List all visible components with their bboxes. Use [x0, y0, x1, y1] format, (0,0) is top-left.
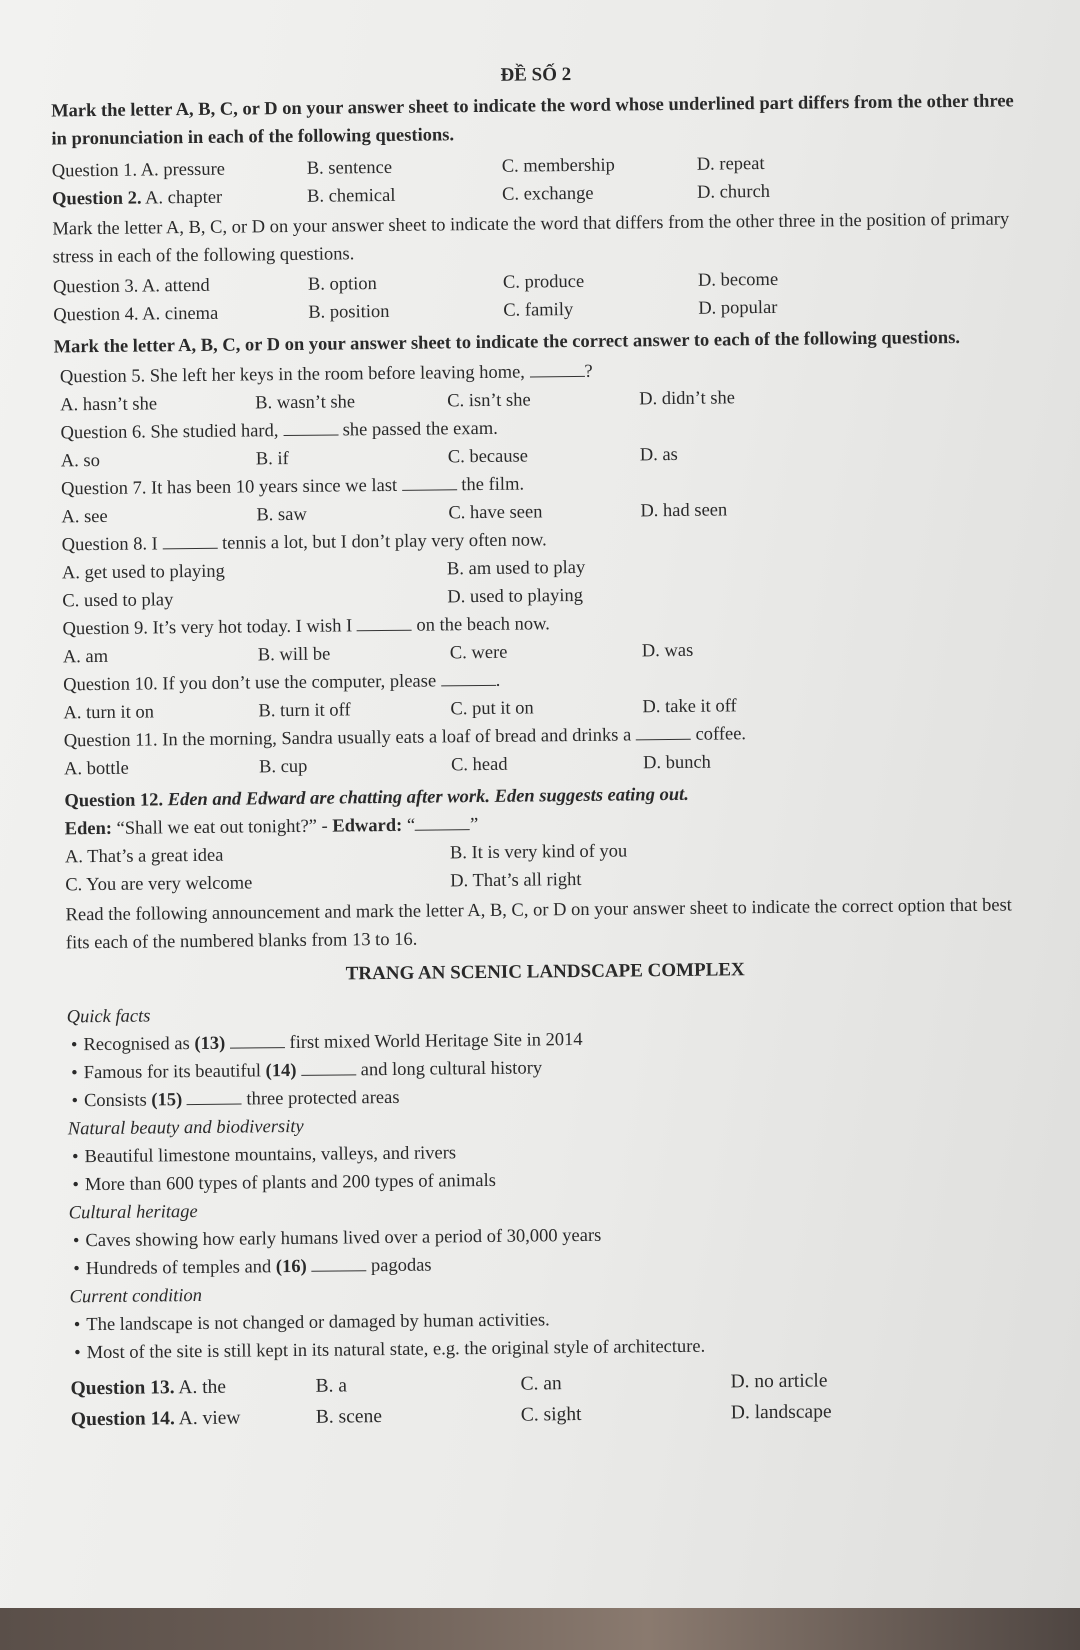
answer-blank[interactable]	[162, 532, 217, 550]
question-4-option-a[interactable]: Question 4. A. cinema	[53, 303, 219, 326]
bullet-item: • Hundreds of temples and (16) pagodas	[63, 1245, 1033, 1283]
question-8-option-c[interactable]: C. used to play	[62, 590, 174, 612]
question-2-option-d[interactable]: D. church	[696, 181, 771, 203]
question-14-label: Question 14.	[70, 1408, 175, 1431]
question-14-option-d[interactable]: D. landscape	[730, 1401, 832, 1424]
question-7-stem: Question 7. It has been 10 years since we last the film.	[61, 474, 525, 500]
bullet-item: • Consists (15) three protected areas	[61, 1077, 1031, 1115]
question-6-option-d[interactable]: D. as	[639, 444, 678, 466]
question-11-option-d[interactable]: D. bunch	[642, 752, 711, 774]
question-11-stem: Question 11. In the morning, Sandra usually eats a loaf of bread and drinks a coffee.	[63, 724, 747, 752]
announcement-heading: TRANG AN SCENIC LANDSCAPE COMPLEX	[345, 959, 745, 985]
question-11-option-a[interactable]: A. bottle	[63, 758, 129, 780]
question-10-option-b[interactable]: B. turn it off	[258, 700, 351, 722]
question-3-option-b[interactable]: B. option	[307, 274, 377, 295]
background-edge	[0, 1608, 1080, 1650]
question-12-label: Question 12.	[64, 790, 164, 812]
answer-blank[interactable]	[441, 669, 496, 687]
question-5-option-d[interactable]: D. didn’t she	[639, 388, 736, 410]
section-natural-beauty: Natural beauty and biodiversity	[67, 1116, 304, 1140]
question-8-option-a[interactable]: A. get used to playing	[61, 561, 225, 584]
question-5-option-c[interactable]: C. isn’t she	[447, 390, 531, 412]
question-10-option-c[interactable]: C. put it on	[450, 698, 534, 720]
answer-blank[interactable]	[357, 614, 412, 632]
question-2-label: Question 2.	[51, 188, 142, 210]
question-2-option-a[interactable]: A. chapter	[141, 187, 223, 209]
question-5-stem: Question 5. She left her keys in the room before leaving home, ?	[59, 361, 593, 388]
question-5-option-a[interactable]: A. hasn’t she	[60, 394, 158, 416]
answer-blank[interactable]	[311, 1254, 366, 1272]
bullet-item: • Beautiful limestone mountains, valleys, and rivers	[62, 1133, 1032, 1171]
question-8-option-b[interactable]: B. am used to play	[446, 557, 586, 580]
question-9-stem: Question 9. It’s very hot today. I wish I on the beach now.	[62, 614, 550, 640]
answer-blank[interactable]	[415, 813, 470, 831]
answer-blank[interactable]	[636, 723, 691, 741]
question-3-option-d[interactable]: D. become	[697, 269, 779, 291]
question-2-option-c[interactable]: C. exchange	[501, 183, 594, 205]
question-13-label: Question 13.	[70, 1377, 175, 1400]
question-3-option-c[interactable]: C. produce	[502, 271, 585, 293]
question-4-option-b[interactable]: B. position	[308, 301, 390, 323]
question-8-option-d[interactable]: D. used to playing	[447, 585, 584, 608]
question-12-option-a[interactable]: A. That’s a great idea	[64, 845, 224, 868]
question-12-prompt: Eden and Edward are chatting after work. Eden suggests eating out.	[162, 784, 689, 811]
question-6-option-b[interactable]: B. if	[255, 449, 289, 470]
bullet-item: • Most of the site is still kept in its natural state, e.g. the original style of architecture.	[64, 1329, 1034, 1367]
question-11-option-b[interactable]: B. cup	[258, 756, 308, 778]
question-13-option-a[interactable]: A. the	[174, 1376, 227, 1399]
bullet-item: • Caves showing how early humans lived over a period of 30,000 years	[63, 1217, 1033, 1255]
section-current-condition: Current condition	[69, 1285, 203, 1308]
answer-blank[interactable]	[301, 1058, 356, 1076]
question-6-option-c[interactable]: C. because	[447, 446, 529, 468]
instruction-pronunciation: Mark the letter A, B, C, or D on your answer sheet to indicate the word whose underlined part differs from the other three in pronunciation in each of the following questions.	[51, 91, 1014, 150]
question-14-option-b[interactable]: B. scene	[315, 1406, 383, 1428]
page-title: ĐỀ SỐ 2	[500, 64, 572, 86]
question-14-option-c[interactable]: C. sight	[520, 1403, 582, 1426]
bullet-item: • Recognised as (13) first mixed World Heritage Site in 2014	[61, 1021, 1031, 1059]
question-11-option-c[interactable]: C. head	[450, 754, 508, 776]
answer-blank[interactable]	[187, 1088, 242, 1106]
question-1-option-b[interactable]: B. sentence	[306, 157, 393, 179]
section-quick-facts: Quick facts	[66, 1006, 151, 1028]
question-12-option-c[interactable]: C. You are very welcome	[65, 873, 253, 896]
question-12-dialogue: Eden: “Shall we eat out tonight?” - Edward: “ ”	[64, 815, 479, 840]
question-6-option-a[interactable]: A. so	[60, 450, 100, 472]
question-9-option-a[interactable]: A. am	[62, 646, 109, 668]
question-12-option-d[interactable]: D. That’s all right	[450, 869, 582, 892]
question-9-option-d[interactable]: D. was	[641, 640, 694, 662]
question-3-option-a[interactable]: Question 3. A. attend	[52, 275, 210, 298]
question-9-option-b[interactable]: B. will be	[257, 644, 331, 666]
bullet-item: • Famous for its beautiful (14) and long cultural history	[61, 1049, 1031, 1087]
question-2-option-b[interactable]: B. chemical	[306, 185, 396, 207]
question-13-option-b[interactable]: B. a	[315, 1375, 348, 1397]
question-1-option-d[interactable]: D. repeat	[696, 154, 765, 175]
answer-blank[interactable]	[529, 360, 584, 378]
question-7-option-c[interactable]: C. have seen	[448, 502, 543, 524]
question-8-stem: Question 8. I tennis a lot, but I don’t play very often now.	[61, 530, 547, 556]
bullet-item: • The landscape is not changed or damaged by human activities.	[64, 1301, 1034, 1339]
question-10-option-d[interactable]: D. take it off	[642, 696, 737, 718]
question-5-option-b[interactable]: B. wasn’t she	[255, 392, 356, 414]
question-10-stem: Question 10. If you don’t use the computer, please .	[63, 670, 501, 696]
question-6-stem: Question 6. She studied hard, she passed the exam.	[60, 418, 498, 444]
question-7-option-a[interactable]: A. see	[61, 506, 108, 528]
instruction-correct-answer: Mark the letter A, B, C, or D on your answer sheet to indicate the correct answer to each of the following questions.	[53, 327, 961, 358]
question-9-option-c[interactable]: C. were	[449, 642, 508, 664]
instruction-reading: Read the following announcement and mark the letter A, B, C, or D on your answer sheet to indicate the correct option that best fits each of the numbered blanks from 13 to 16.	[65, 895, 1012, 954]
question-14-option-a[interactable]: A. view	[174, 1407, 241, 1430]
question-1-label: Question 1. A.	[51, 160, 164, 182]
question-4-option-c[interactable]: C. family	[503, 300, 574, 321]
answer-blank[interactable]	[283, 418, 338, 436]
answer-blank[interactable]	[230, 1031, 285, 1049]
question-12-option-b[interactable]: B. It is very kind of you	[449, 841, 628, 864]
question-4-option-d[interactable]: D. popular	[698, 297, 778, 319]
instruction-stress: Mark the letter A, B, C, or D on your answer sheet to indicate the word that differs from the other three in the position of primary stress in each of the following questions.	[52, 209, 1010, 268]
question-10-option-a[interactable]: A. turn it on	[63, 702, 155, 724]
question-7-option-d[interactable]: D. had seen	[640, 500, 728, 522]
answer-blank[interactable]	[402, 473, 457, 491]
question-13-option-d[interactable]: D. no article	[730, 1370, 828, 1393]
question-1-option-c[interactable]: C. membership	[501, 155, 615, 177]
section-cultural-heritage: Cultural heritage	[68, 1201, 198, 1224]
question-1-option-a[interactable]: pressure	[163, 159, 226, 181]
question-13-option-c[interactable]: C. an	[520, 1373, 562, 1395]
bullet-item: • More than 600 types of plants and 200 types of animals	[62, 1161, 1032, 1199]
question-7-option-b[interactable]: B. saw	[256, 504, 307, 526]
